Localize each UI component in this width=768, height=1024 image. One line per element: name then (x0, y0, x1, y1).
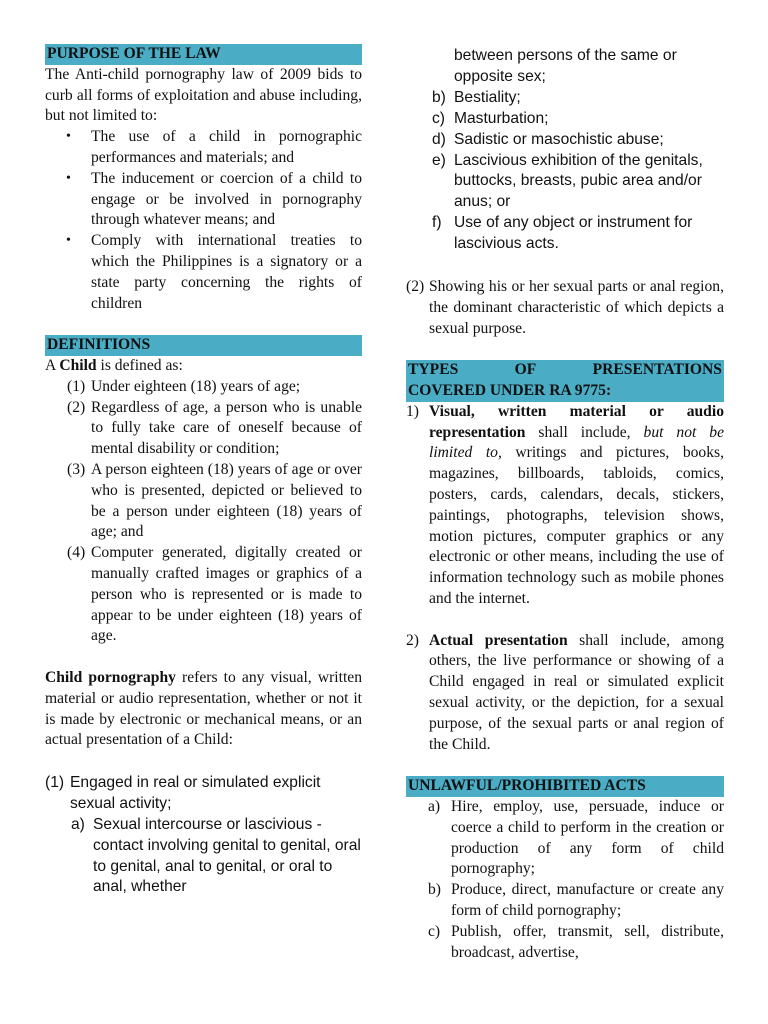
bullet-icon: • (66, 170, 71, 186)
child-definition-list (45, 377, 362, 647)
sexual-activity-item: c) Masturbation; (432, 109, 549, 127)
bullet-icon: • (66, 233, 71, 249)
child-term: Child (59, 356, 97, 374)
sexual-activity-item: a) Sexual intercourse or lascivious - contact involving genital to genital, oral to genital, anal to genital, or oral to anal, whether (71, 815, 361, 896)
unlawful-acts-heading: UNLAWFUL/PROHIBITED ACTS (406, 776, 724, 797)
purpose-bullet: • Comply with international treaties to which the Philippines is a signatory or a state party concerning the rights of children (66, 232, 362, 312)
purpose-bullet: • The use of a child in pornographic performances and materials; and (66, 128, 362, 166)
definition-item: (3) A person eighteen (18) years of age or over who is presented, depicted or believed to be a person under eighteen (18) years of age; and (67, 460, 362, 541)
bullet-icon: • (66, 129, 71, 145)
definition-item: (1) Under eighteen (18) years of age; (67, 377, 301, 395)
types-heading: TYPES OF PRESENTATIONS COVERED UNDER RA 9775: (406, 360, 724, 402)
unlawful-act-item: a) Hire, employ, use, persuade, induce or coerce a child to perform in the creation or production of any form of child pornography; (428, 797, 724, 878)
unlawful-act-item: b) Produce, direct, manufacture or create any form of child pornography; (428, 881, 724, 919)
purpose-bullet: • The inducement or coercion of a child to engage or be involved in pornography through whatever means; and (66, 169, 362, 229)
presentation-types-list (406, 402, 724, 610)
engaged-item: (1) Engaged in real or simulated explicit sexual activity; (45, 773, 321, 812)
child-pornography-definition: Child pornography refers to any visual, written material or audio representation, whether or not it is made by electronic or mechanical means, or an actual presentation of a Child: (45, 668, 362, 749)
definition-item: (4) Computer generated, digitally created or manually crafted images or graphics of a person who is represented or is made to appear to be under eighteen (18) years of age. (67, 544, 362, 645)
sexual-activity-item: e) Lascivious exhibition of the genitals, buttocks, breasts, pubic area and/or anus; or (432, 151, 703, 211)
presentation-types-list-2 (406, 631, 724, 756)
purpose-bullet-list (45, 127, 362, 314)
sexual-activity-item: f) Use of any object or instrument for lascivious acts. (432, 214, 693, 253)
sexual-activity-list-continued (406, 88, 724, 255)
purpose-heading: PURPOSE OF THE LAW (45, 44, 362, 65)
sexual-activity-continuation: between persons of the same or opposite sex; (454, 47, 677, 85)
left-column (45, 44, 362, 898)
sexual-activity-list (45, 815, 362, 899)
sexual-activity-item: b) Bestiality; (432, 88, 521, 106)
child-definition-intro: A Child is defined as: (45, 356, 183, 374)
purpose-intro: The Anti-child pornography law of 2009 bids to curb all forms of exploitation and abuse including, but not limited to: (45, 65, 362, 125)
unlawful-acts-list (406, 797, 724, 963)
presentation-type-item: 2) Actual presentation shall include, among others, the live performance or showing of a Child engaged in real or simulated explicit sexual activity, or the depiction, for a sexual purpose, of the sexual parts or anal region of the Child. (406, 631, 724, 753)
presentation-type-item: 1) Visual, written material or audio representation shall include, but not be limited to, writings and pictures, books, magazines, billboards, tabloids, comics, posters, cards, calendars, decals, stickers, paintings, photographs, television shows, motion pictures, computer graphics or any electronic or other means, including the use of information technology such as mobile phones and the internet. (406, 402, 724, 608)
definitions-heading: DEFINITIONS (45, 335, 362, 356)
child-pornography-term: Child pornography (45, 668, 176, 686)
definition-item: (2) Regardless of age, a person who is unable to fully take care of oneself because of mental disability or condition; (67, 398, 362, 458)
right-column (406, 46, 724, 963)
showing-item: (2) Showing his or her sexual parts or anal region, the dominant characteristic of which depicts a sexual purpose. (406, 278, 724, 337)
unlawful-act-item: c) Publish, offer, transmit, sell, distribute, broadcast, advertise, (428, 922, 724, 961)
showing-item-list (406, 277, 724, 339)
sexual-activity-item: d) Sadistic or masochistic abuse; (432, 130, 664, 148)
